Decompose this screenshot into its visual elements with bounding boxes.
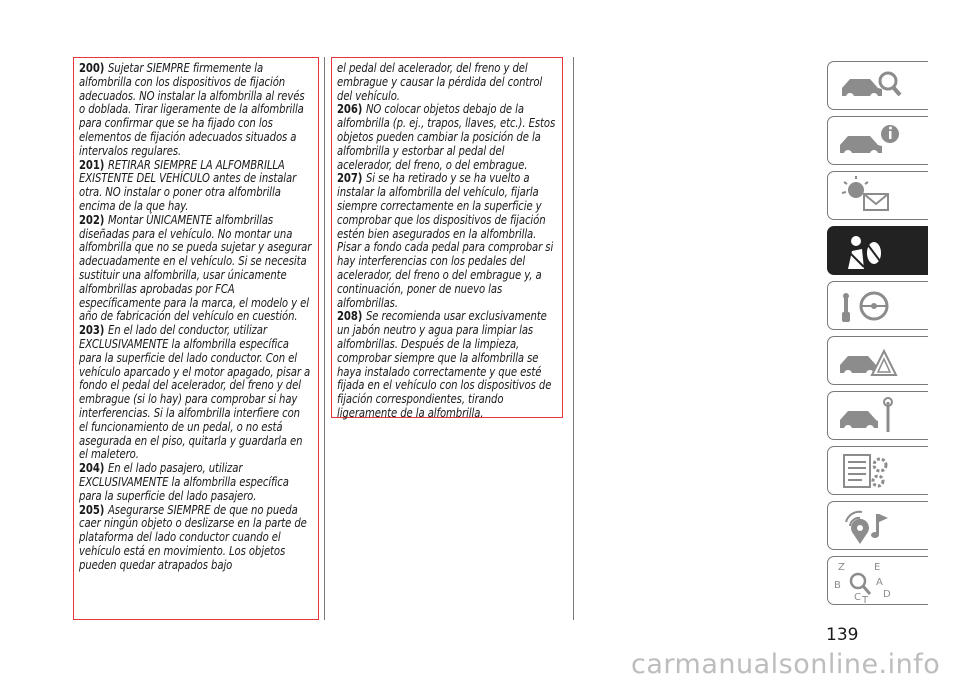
warning-item — [337, 310, 556, 420]
seatbelt-airbag-icon — [828, 227, 928, 274]
column-divider-1 — [324, 57, 325, 620]
warning-item — [79, 462, 312, 503]
warning-item — [79, 159, 312, 214]
warning-text: Sujetar SIEMPRE firmemente la alfombrilla con los dispositivos de fijación adecuados. NO instalar la alfombrilla al revés o doblada. Tirar ligeramente de la alfombrilla para confirmar que se ha fijado con los elementos de fijación adecuados situados a intervalos regulares. — [79, 61, 305, 158]
multimedia-music-icon — [828, 502, 928, 549]
warning-number: 202) — [79, 212, 105, 227]
page-number: 139 — [826, 625, 859, 645]
warning-light-envelope-icon — [828, 172, 928, 219]
index-letter-c: C — [854, 592, 861, 603]
tab-safety[interactable] — [827, 226, 928, 275]
warning-number: 201) — [79, 157, 105, 172]
column-divider-2 — [573, 57, 574, 620]
tab-technical-data[interactable] — [827, 446, 928, 495]
tab-maintenance[interactable] — [827, 391, 928, 440]
warning-number: 204) — [79, 461, 105, 476]
spec-sheet-gear-icon — [828, 447, 928, 494]
index-letter-z: Z — [838, 562, 845, 573]
warning-number: 203) — [79, 323, 105, 338]
car-magnifier-icon — [828, 62, 928, 109]
warning-text: En el lado pasajero, utilizar EXCLUSIVAMENTE la alfombrilla específica para la superficie del lado pasajero. — [79, 461, 289, 503]
warning-box-right — [331, 57, 563, 418]
warning-number: 205) — [79, 502, 105, 517]
tab-warning-lights[interactable] — [827, 171, 928, 220]
warning-text: Asegurarse SIEMPRE de que no pueda caer ningún objeto o deslizarse en la parte de plataforma del lado conductor cuando el vehículo está en movimiento. Los objetos pueden quedar atrapados bajo — [79, 502, 307, 572]
warning-text: RETIRAR SIEMPRE LA ALFOMBRILLA EXISTENTE DEL VEHÍCULO antes de instalar otra. NO instalar o poner otra alfombrilla encima de la que hay. — [79, 157, 297, 213]
warning-item — [79, 62, 312, 159]
warning-text-column-1 — [79, 62, 312, 572]
tab-multimedia[interactable] — [827, 501, 928, 550]
warning-number: 206) — [337, 102, 363, 117]
car-info-icon — [828, 117, 928, 164]
tab-emergency[interactable] — [827, 336, 928, 385]
warning-text: En el lado del conductor, utilizar EXCLUSIVAMENTE la alfombrilla específica para la superficie del lado conductor. Con el vehículo aparcado y el motor apagado, pisar a fondo el pedal del acelerador, del freno y del embrague (si lo hay) para comprobar si hay interferencias. Si la alfombrilla interfiere con el funcionamiento de un pedal, o no está asegurada en el piso, quitarla y guardarla en el maletero. — [79, 323, 311, 462]
key-steering-wheel-icon — [828, 282, 928, 329]
warning-text-column-2 — [337, 62, 556, 421]
index-letter-d: D — [883, 589, 891, 600]
warning-item — [79, 324, 312, 462]
warning-item — [337, 172, 556, 310]
warning-item — [337, 103, 556, 172]
warning-text: Si se ha retirado y se ha vuelto a instalar la alfombrilla del vehículo, fijarla siempre correctamente en la superficie y comprobar que los dispositivos de fijación estén bien asegurados en la alfombrilla. Pisar a fondo cada pedal para comprobar si hay interferencias con los pedales del acelerador, del freno o del embrague y, a continuación, poner de nuevo las alfombrillas. — [337, 171, 554, 310]
car-wrench-icon — [828, 392, 928, 439]
warning-number: 200) — [79, 61, 105, 75]
warning-item — [79, 214, 312, 324]
warning-number: 208) — [337, 309, 363, 324]
tab-starting-driving[interactable] — [827, 281, 928, 330]
warning-number: 207) — [337, 171, 363, 186]
warning-text: NO colocar objetos debajo de la alfombrilla (p. ej., trapos, llaves, etc.). Estos objetos pueden cambiar la posición de la alfombrilla y estorbar al pedal del acelerador, del freno, o del embrague. — [337, 102, 556, 172]
index-letter-e: E — [874, 562, 881, 573]
warning-text: Montar ÚNICAMENTE alfombrillas diseñadas para el vehículo. No montar una alfombrilla que no se pueda sujetar y asegurar adecuadamente en el vehículo. Si se necesita sustituir una alfombrilla, usar únicamente alfombrillas aprobadas por FCA específicamente para la marca, el modelo y el año de fabricación del vehículo en cuestión. — [79, 212, 312, 324]
index-letter-b: B — [834, 580, 841, 591]
warning-item — [337, 62, 556, 103]
warning-box-left — [73, 57, 319, 620]
index-letter-t: T — [862, 595, 869, 604]
index-letter-a: A — [876, 577, 883, 588]
warning-item — [79, 504, 312, 573]
alphabetical-index-icon — [828, 557, 928, 604]
watermark: carmanualsonline.info — [631, 649, 941, 680]
tab-car-info[interactable] — [827, 116, 928, 165]
warning-text: el pedal del acelerador, del freno y del embrague y causar la pérdida del control del vehículo. — [337, 61, 543, 103]
tab-index[interactable] — [827, 556, 928, 605]
car-hazard-icon — [828, 337, 928, 384]
warning-text: Se recomienda usar exclusivamente un jabón neutro y agua para limpiar las alfombrillas. Después de la limpieza, comprobar siempre que la alfombrilla se haya instalado correctamente y que esté fijada en el vehículo con los dispositivos de fijación correspondientes, tirando ligeramente de la alfombrilla. — [337, 309, 552, 420]
tab-car-magnifier[interactable] — [827, 61, 928, 110]
